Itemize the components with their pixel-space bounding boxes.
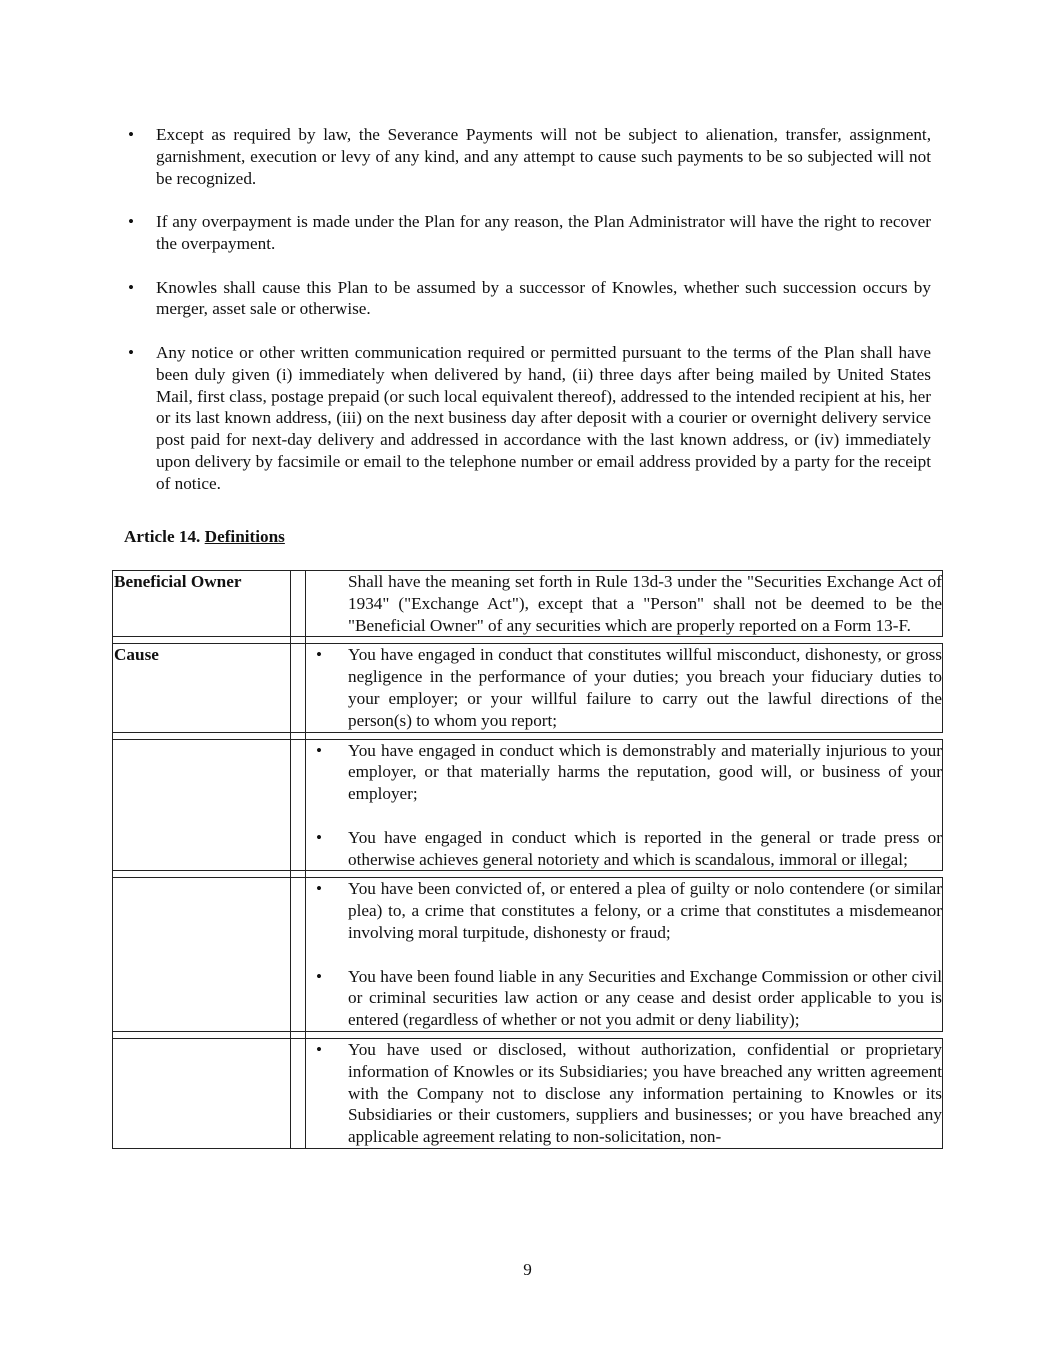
bullet-icon: •: [128, 125, 135, 144]
bullet-icon: •: [128, 212, 135, 232]
definition-term: Beneficial Owner: [113, 571, 291, 637]
definitions-table: [112, 570, 943, 1149]
definition-term: [113, 739, 291, 871]
bullet-item: • Any notice or other written communication required or permitted pursuant to the terms of the Plan shall have been duly given (i) immediately when delivered by hand, (ii) three days after being mailed by United States Mail, first class, postage prepaid (or such local equivalent thereof), addressed to the intended recipient at his, her or its last known address, (iii) on the next business day after deposit with a courier or overnight delivery service post paid for next-day delivery and addressed in accordance with the last known address, or (iv) immediately upon delivery by facsimile or email to the telephone number or email address provided by a party for the receipt of notice.: [128, 342, 931, 493]
definition-text: Shall have the meaning set forth in Rule 13d-3 under the "Securities Exchange Act of 1934" ("Exchange Act"), except that a "Person" shall not be deemed to be the "Beneficial Owner" of any securities which are properly reported on a Form 13-F.: [348, 572, 942, 635]
definition-term: [113, 878, 291, 1032]
bullet-item: • Except as required by law, the Severance Payments will not be subject to alienation, transfer, assignment, garnishment, execution or levy of any kind, and any attempt to cause such payments to be so subjected will not be recognized.: [128, 125, 931, 188]
definition-row: [113, 571, 943, 637]
definition-bullet: • You have been convicted of, or entered a plea of guilty or nolo contendere (or similar plea) to, a crime that constitutes a felony, or a crime that constitutes a misdemeanor involving moral turpitude, dishonesty or fraud;: [316, 879, 942, 942]
section-heading: [124, 526, 285, 548]
article-number: Article 14.: [124, 527, 201, 546]
bullet-list: [128, 124, 931, 516]
bullet-icon: •: [128, 277, 135, 297]
bullet-icon: •: [316, 645, 323, 665]
definition-row: [113, 878, 943, 1032]
definition-row: [113, 644, 943, 732]
definition-bullet: • You have engaged in conduct which is reported in the general or trade press or otherwise achieves general notoriety and which is scandalous, immoral or illegal;: [316, 827, 942, 869]
bullet-item: • If any overpayment is made under the Plan for any reason, the Plan Administrator will have the right to recover the overpayment.: [128, 212, 931, 253]
bullet-icon: •: [316, 1039, 323, 1059]
bullet-icon: •: [316, 879, 323, 899]
definition-term: [113, 1038, 291, 1148]
definition-row: [113, 1038, 943, 1148]
section-title: Definitions: [204, 527, 285, 546]
definition-term: Cause: [113, 644, 291, 732]
bullet-icon: •: [316, 740, 323, 760]
definition-bullet: • You have engaged in conduct which is demonstrably and materially injurious to your employer, or that materially harms the reputation, good will, or business of your employer;: [316, 740, 942, 804]
definition-row: [113, 739, 943, 871]
definition-bullet: • You have used or disclosed, without authorization, confidential or proprietary information of Knowles or its Subsidiaries; you have breached any written agreement with the Company not to disclose any information pertaining to Knowles or its Subsidiaries or their customers, suppliers and businesses; or you have breached any applicable agreement relating to non-solicitation, non-: [316, 1039, 942, 1147]
bullet-icon: •: [316, 966, 323, 986]
bullet-item: • Knowles shall cause this Plan to be assumed by a successor of Knowles, whether such succession occurs by merger, asset sale or otherwise.: [128, 277, 931, 319]
definition-bullet: • You have engaged in conduct that constitutes willful misconduct, dishonesty, or gross negligence in the performance of your duties; you breach your fiduciary duties to your employer; or your willful failure to carry out the lawful directions of the person(s) to whom you report;: [316, 645, 942, 730]
page-number: 9: [523, 1260, 532, 1279]
bullet-icon: •: [128, 342, 135, 362]
bullet-icon: •: [316, 827, 323, 847]
definition-bullet: • You have been found liable in any Securities and Exchange Commission or other civil or criminal securities law action or any cease and desist order applicable to you is entered (regardless of whether or not you admit or deny liability);: [316, 966, 942, 1030]
